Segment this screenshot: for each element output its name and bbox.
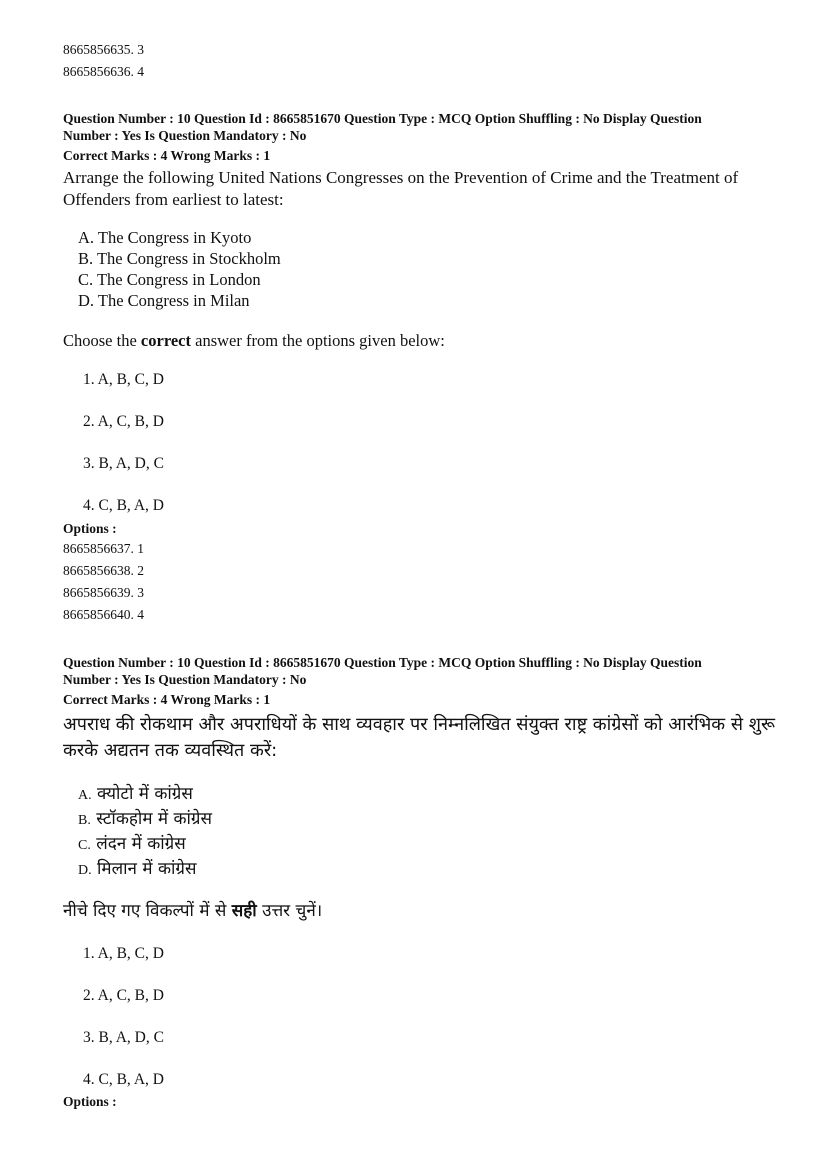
list-item: C. The Congress in London (78, 270, 261, 289)
list-item: D. मिलान में कांग्रेस (78, 859, 197, 879)
list-item: B. स्टॉकहोम में कांग्रेस (78, 809, 212, 829)
answer-option: 1. A, B, C, D (83, 371, 164, 388)
list-item: B. The Congress in Stockholm (78, 249, 281, 268)
answer-option: 4. C, B, A, D (83, 1071, 164, 1088)
answer-option: 3. B, A, D, C (83, 1029, 164, 1046)
list-item: A. The Congress in Kyoto (78, 228, 252, 247)
option-id-line: 8665856637. 1 (63, 541, 144, 556)
answer-option: 2. A, C, B, D (83, 413, 164, 430)
list-item: D. The Congress in Milan (78, 291, 250, 310)
question-meta-line: Number : Yes Is Question Mandatory : No (63, 672, 307, 687)
answer-option: 4. C, B, A, D (83, 497, 164, 514)
question-stem: अपराध की रोकथाम और अपराधियों के साथ व्यवहार पर निम्नलिखित संयुक्त राष्ट्र कांग्रेसों को आरंभिक से शुरू करके अद्यतन तक व्यवस्थित करें: (63, 714, 775, 761)
answer-option: 2. A, C, B, D (83, 987, 164, 1004)
option-id-line: 8665856638. 2 (63, 563, 144, 578)
list-item: A. क्योटो में कांग्रेस (78, 784, 193, 804)
question-meta-line: Question Number : 10 Question Id : 8665851670 Question Type : MCQ Option Shuffling : No Display Question (63, 655, 702, 670)
option-id-line: 8665856636. 4 (63, 64, 144, 79)
options-label: Options : (63, 1094, 117, 1109)
option-id-line: 8665856635. 3 (63, 42, 144, 57)
option-id-line: 8665856639. 3 (63, 585, 144, 600)
instruction-line: नीचे दिए गए विकल्पों में से सही उत्तर चुनें। (63, 901, 323, 921)
question-meta-line: Question Number : 10 Question Id : 8665851670 Question Type : MCQ Option Shuffling : No Display Question (63, 111, 702, 126)
option-id-line: 8665856640. 4 (63, 607, 144, 622)
question-stem: Arrange the following United Nations Congresses on the Prevention of Crime and the Treatment of Offenders from earliest to latest: (63, 168, 739, 209)
options-label: Options : (63, 521, 117, 536)
answer-option: 3. B, A, D, C (83, 455, 164, 472)
instruction-line: Choose the correct answer from the options given below: (63, 331, 445, 350)
marks-line: Correct Marks : 4 Wrong Marks : 1 (63, 148, 271, 163)
answer-option: 1. A, B, C, D (83, 945, 164, 962)
marks-line: Correct Marks : 4 Wrong Marks : 1 (63, 692, 271, 707)
question-meta-line: Number : Yes Is Question Mandatory : No (63, 128, 307, 143)
list-item: C. लंदन में कांग्रेस (78, 834, 186, 854)
